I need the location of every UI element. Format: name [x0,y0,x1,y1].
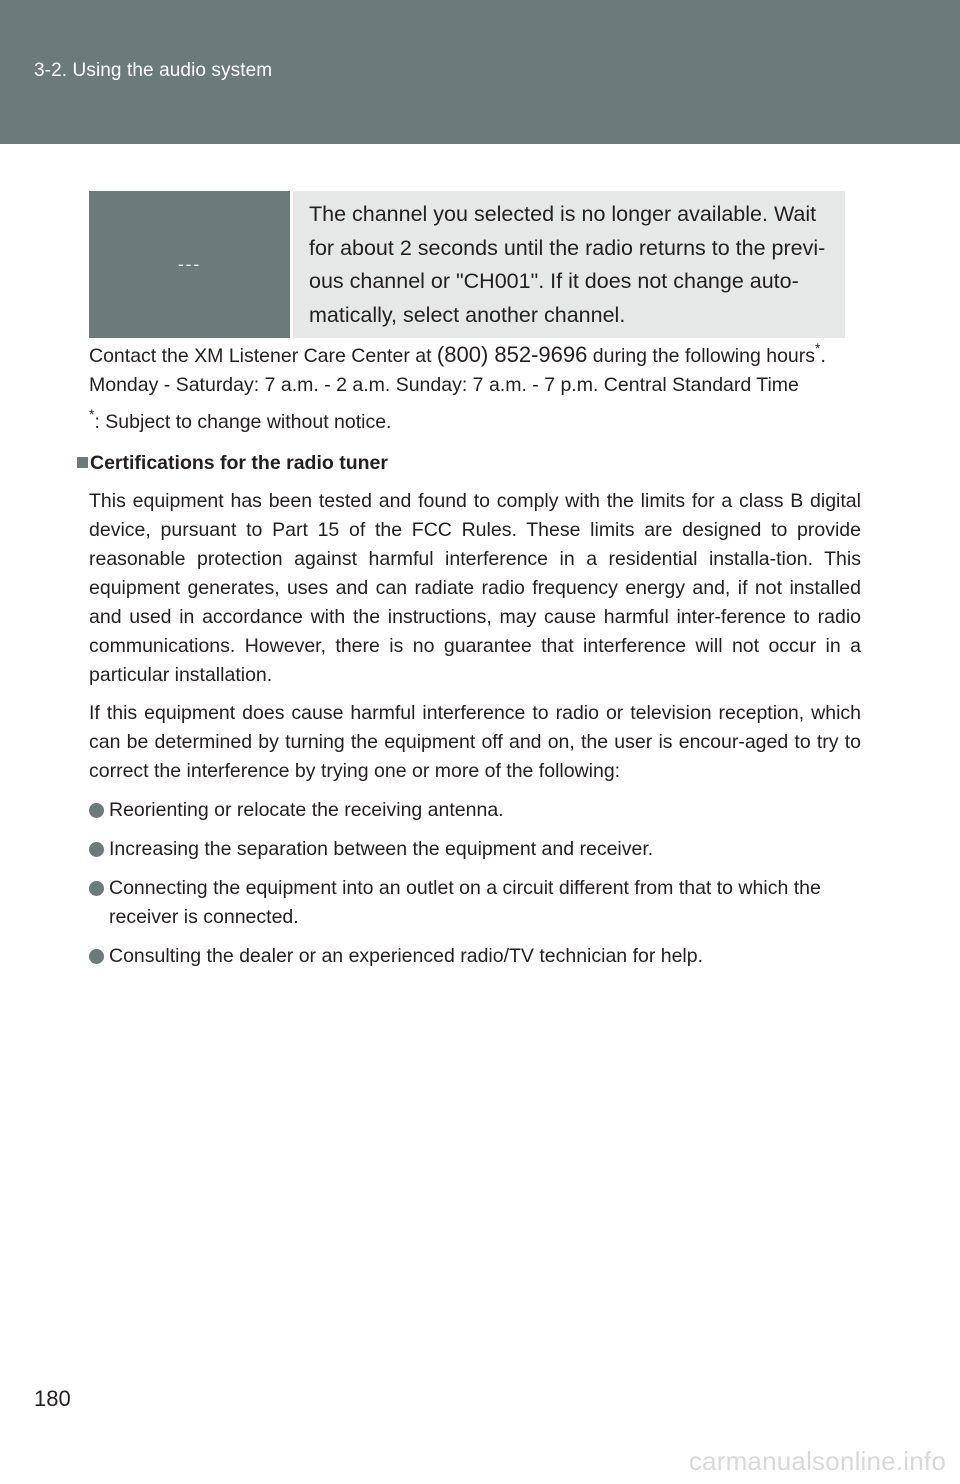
section-title: 3-2. Using the audio system [34,60,273,81]
section-heading [77,449,861,478]
contact-period: . [820,345,826,367]
footnote [89,405,861,437]
contact-text-before: Contact the XM Listener Care Center at [89,345,432,367]
contact-hours: Monday - Saturday: 7 a.m. - 2 a.m. Sunday: 7 a.m. - 7 p.m. Central Standard Time [89,374,799,396]
watermark: carmanualsonline.info [688,1446,946,1476]
list-item [89,874,861,932]
certification-paragraph-1: This equipment has been tested and found to comply with the limits for a class B digital device, pursuant to Part 15 of the FCC Rules. These limits are designed to provide reasonable protection against harmful interference in a residential installa-tion. This equipment generates, uses and can radiate radio frequency energy and, if not installed and used in accordance with the instructions, may cause harmful inter-ference to radio communications. However, there is no guarantee that interference will not occur in a particular installation. [89,490,861,686]
footnote-star: * [89,405,95,422]
bullet-dot-icon [89,881,104,896]
page-content [89,340,861,971]
bullet-dot-icon [89,803,104,818]
message-description-cell: The channel you selected is no longer available. Wait for about 2 seconds until the radio returns to the previ-ous channel or "CH001". If it does not change auto-matically, select another channel. [293,191,845,338]
message-code-cell: --- [89,191,290,338]
list-item-text: Reorienting or relocate the receiving antenna. [109,799,504,821]
contact-phone: (800) 852-9696 [436,342,588,367]
footnote-star: * [815,339,821,356]
contact-text-after: during the following hours [592,345,816,367]
page-number: 180 [34,1386,71,1411]
list-item [89,835,861,864]
page-header [0,0,960,144]
footnote-text: : Subject to change without notice. [94,411,392,433]
list-item-text: Connecting the equipment into an outlet on a circuit different from that to which the receiver is connected. [109,877,821,928]
list-item [89,942,861,971]
certification-paragraph-2: If this equipment does cause harmful interference to radio or television reception, which can be determined by turning the equipment off and on, the user is encour-aged to try to correct the interference by trying one or more of the following: [89,702,861,782]
bullet-dot-icon [89,842,104,857]
bullet-dot-icon [89,949,104,964]
contact-paragraph [89,340,861,400]
list-item-text: Increasing the separation between the equipment and receiver. [109,838,654,860]
square-bullet-icon [77,457,88,468]
list-item-text: Consulting the dealer or an experienced radio/TV technician for help. [109,945,704,967]
section-heading-text: Certifications for the radio tuner [90,452,388,474]
list-item [89,796,861,825]
